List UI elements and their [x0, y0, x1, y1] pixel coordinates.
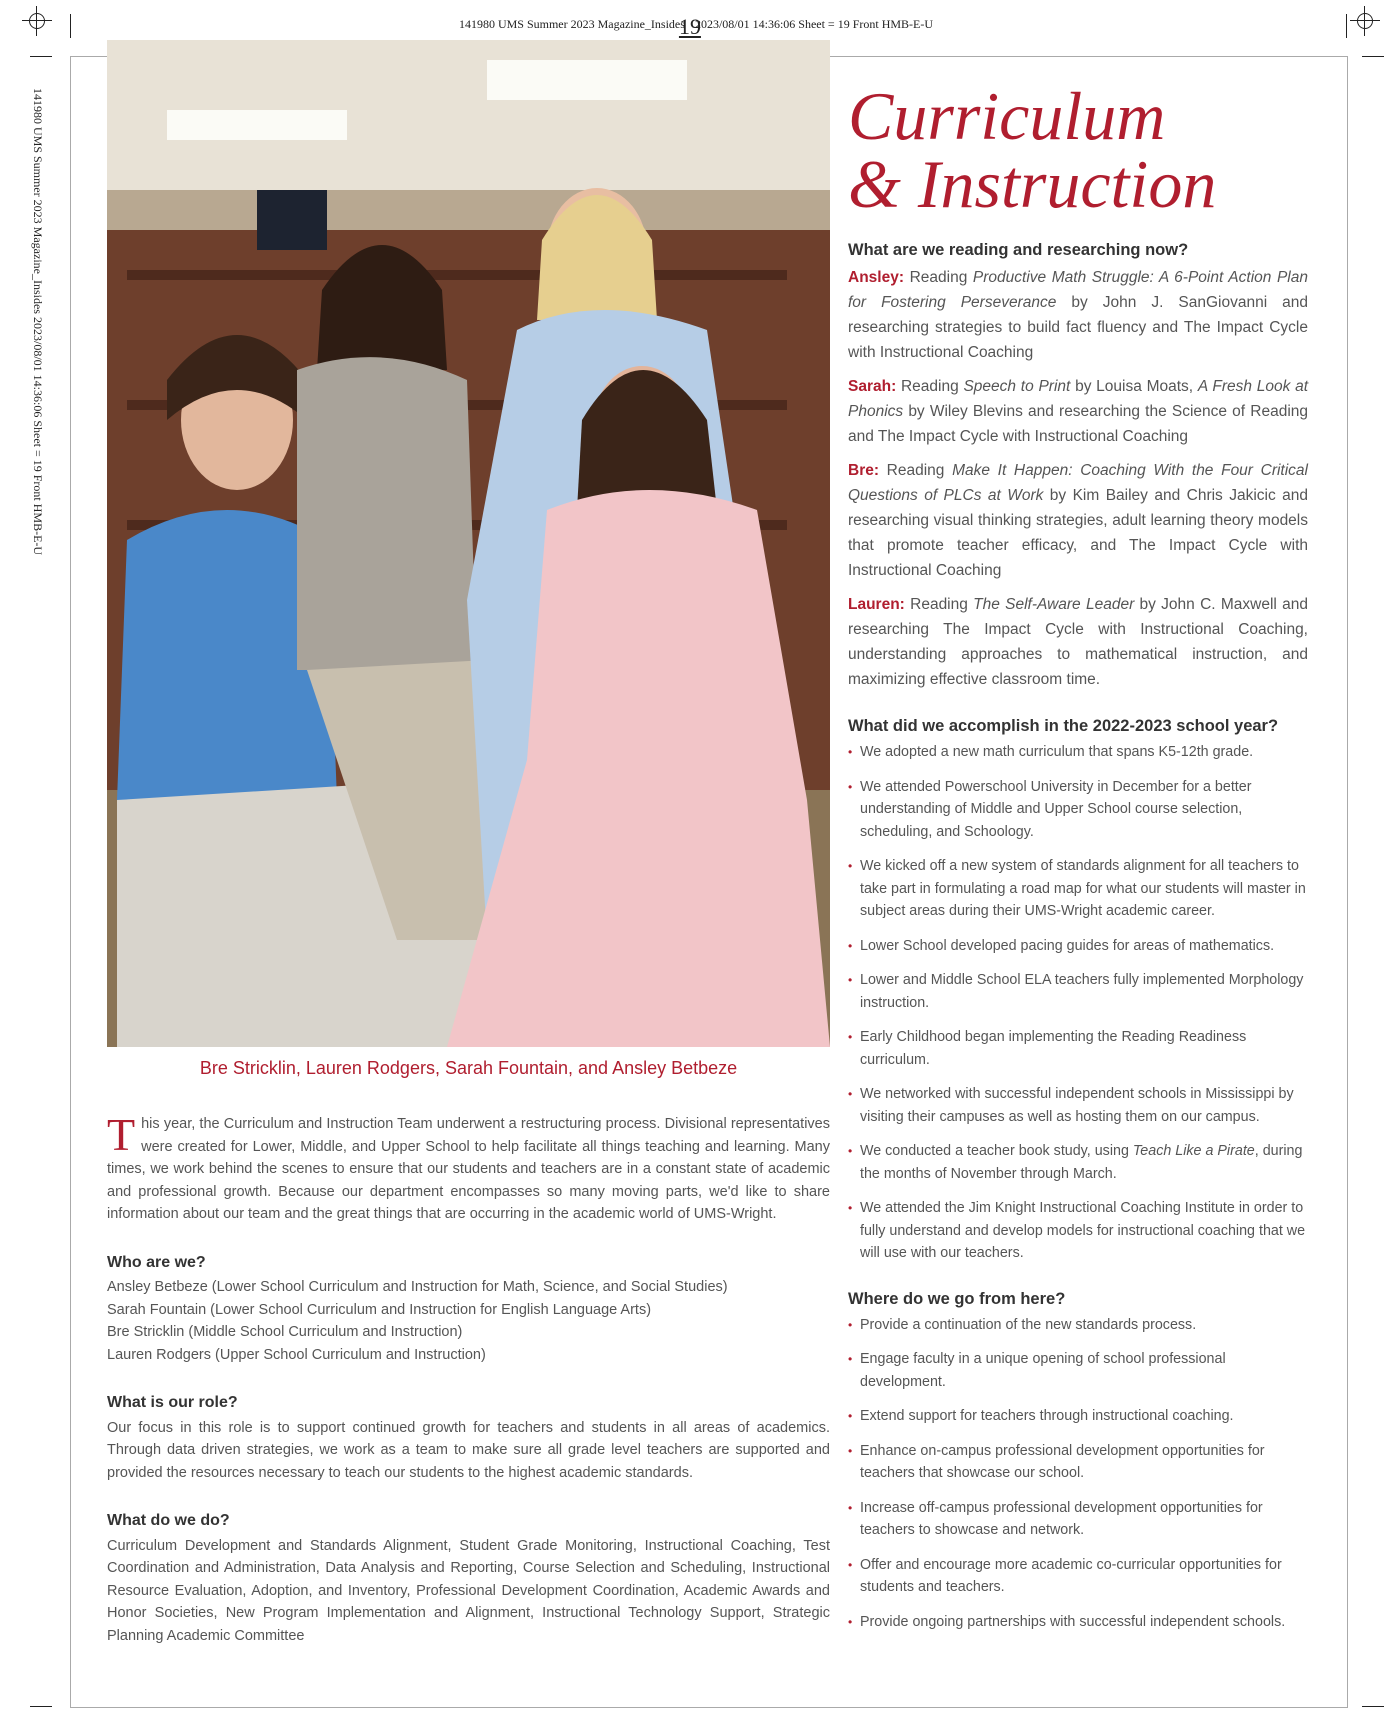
- next-steps-list: [848, 1314, 1308, 1634]
- left-column: [107, 1109, 830, 1647]
- drop-cap: T: [107, 1109, 136, 1160]
- list-item: • We conducted a teacher book study, using Teach Like a Pirate, during the months of November through March.: [848, 1140, 1308, 1185]
- do-heading: What do we do?: [107, 1512, 230, 1529]
- accomplish-list: [848, 741, 1308, 1265]
- page-title: Curriculum & Instruction: [848, 78, 1217, 222]
- crop-mark: [1346, 14, 1347, 38]
- accomplish-heading: What did we accomplish in the 2022-2023 school year?: [848, 717, 1279, 735]
- list-item: • Increase off-campus professional development opportunities for teachers to showcase and network.: [848, 1497, 1308, 1542]
- list-item: • We adopted a new math curriculum that spans K5-12th grade.: [848, 741, 1308, 764]
- reading-ansley: Ansley: Reading Productive Math Struggle: A 6-Point Action Plan for Fostering Perseverance by John J. SanGiovanni and researching strategies to build fact fluency and The Impact Cycle with Instructional Coaching: [848, 269, 1308, 361]
- crop-mark: [70, 14, 71, 38]
- list-item: • We networked with successful independent schools in Mississippi by visiting their campuses as well as hosting them on our campus.: [848, 1083, 1308, 1128]
- list-item: • Early Childhood began implementing the Reading Readiness curriculum.: [848, 1026, 1308, 1071]
- registration-mark-icon: [1350, 6, 1380, 36]
- role-heading: What is our role?: [107, 1394, 238, 1411]
- photo-caption: Bre Stricklin, Lauren Rodgers, Sarah Fountain, and Ansley Betbeze: [199, 1058, 738, 1078]
- team-member: Bre Stricklin (Middle School Curriculum and Instruction): [107, 1324, 463, 1340]
- crop-mark: [30, 1706, 52, 1707]
- list-item: • We attended the Jim Knight Instructional Coaching Institute in order to fully understand and develop models for instructional coaching that we will use with our teachers.: [848, 1197, 1308, 1265]
- intro-paragraph: This year, the Curriculum and Instruction Team underwent a restructuring process. Divisional representatives were created for Lower, Middle, and Upper School to help facilitate all things teaching and learning. Many times, we work behind the scenes to ensure that our students and teachers are in a constant state of academic and professional growth. Because our department encompasses so many moving parts, we'd like to share information about our team and the great things that are occurring in the academic world of UMS-Wright.: [107, 1109, 830, 1222]
- team-member: Lauren Rodgers (Upper School Curriculum and Instruction): [107, 1346, 486, 1363]
- team-member-list: [107, 1276, 830, 1366]
- printer-slug-top: 141980 UMS Summer 2023 Magazine_Insides192023/08/01 14:36:06 Sheet = 19 Front HMB-E-U: [458, 14, 934, 39]
- do-paragraph: Curriculum Development and Standards Alignment, Student Grade Monitoring, Instructional Coaching, Test Coordination and Administration, Data Analysis and Reporting, Course Selection and Scheduling, Instructional Resource Evaluation, Adoption, and Inventory, Professional Development Coordination, Academic Awards and Honor Societies, New Program Implementation and Alignment, Instructional Technology Support, Strategic Planning Academic Committee: [107, 1537, 830, 1644]
- role-paragraph: Our focus in this role is to support continued growth for teachers and students in all areas of academics. Through data driven strategies, we work as a team to make sure all grade level teachers are supported and provided the resources necessary to teach our students to the highest academic standards.: [107, 1419, 830, 1481]
- team-member: Sarah Fountain (Lower School Curriculum and Instruction for English Language Arts): [107, 1301, 652, 1318]
- crop-mark: [1362, 1706, 1384, 1707]
- next-heading: Where do we go from here?: [848, 1289, 1066, 1308]
- reading-bre: Bre: Reading Make It Happen: Coaching With the Four Critical Questions of PLCs at Work by Kim Bailey and Chris Jakicic and researching visual thinking strategies, adult learning theory models that promote teacher efficacy, and The Impact Cycle with Instructional Coaching: [848, 462, 1309, 579]
- crop-mark: [30, 56, 52, 57]
- list-item: • Lower School developed pacing guides for areas of mathematics.: [848, 935, 1308, 958]
- list-item: • Lower and Middle School ELA teachers fully implemented Morphology instruction.: [848, 969, 1308, 1014]
- reading-sarah: Sarah: Reading Speech to Print by Louisa Moats, A Fresh Look at Phonics by Wiley Blevins and researching the Science of Reading and The Impact Cycle with Instructional Coaching: [848, 378, 1308, 445]
- printer-slug-side: 141980 UMS Summer 2023 Magazine_Insides 2023/08/01 14:36:06 Sheet = 19 Front HMB-E-U: [31, 88, 45, 556]
- page-number: 19: [678, 14, 701, 39]
- team-member: Ansley Betbeze (Lower School Curriculum and Instruction for Math, Science, and Social Studies): [107, 1279, 728, 1295]
- list-item: • We kicked off a new system of standards alignment for all teachers to take part in formulating a road map for what our students will master in subject areas during their UMS-Wright academic career.: [848, 855, 1308, 923]
- list-item: • Extend support for teachers through instructional coaching.: [848, 1405, 1308, 1428]
- registration-mark-icon: [22, 6, 52, 36]
- reading-lauren: Lauren: Reading The Self-Aware Leader by John C. Maxwell and researching The Impact Cycle with Instructional Coaching, understanding approaches to mathematical instruction, and maximizing effective classroom time.: [848, 596, 1308, 688]
- who-heading: Who are we?: [107, 1253, 206, 1271]
- list-item: • Provide a continuation of the new standards process.: [848, 1314, 1308, 1337]
- right-column: [848, 238, 1308, 1645]
- team-photo: [107, 40, 830, 1047]
- list-item: • Offer and encourage more academic co-curricular opportunities for students and teachers.: [848, 1554, 1308, 1599]
- list-item: • We attended Powerschool University in December for a better understanding of Middle and Upper School course selection, scheduling, and Schoology.: [848, 776, 1308, 844]
- list-item: • Engage faculty in a unique opening of school professional development.: [848, 1348, 1308, 1393]
- list-item: • Provide ongoing partnerships with successful independent schools.: [848, 1611, 1308, 1634]
- list-item: • Enhance on-campus professional development opportunities for teachers that showcase our school.: [848, 1440, 1308, 1485]
- reading-heading: What are we reading and researching now?: [848, 241, 1189, 259]
- crop-mark: [1362, 56, 1384, 57]
